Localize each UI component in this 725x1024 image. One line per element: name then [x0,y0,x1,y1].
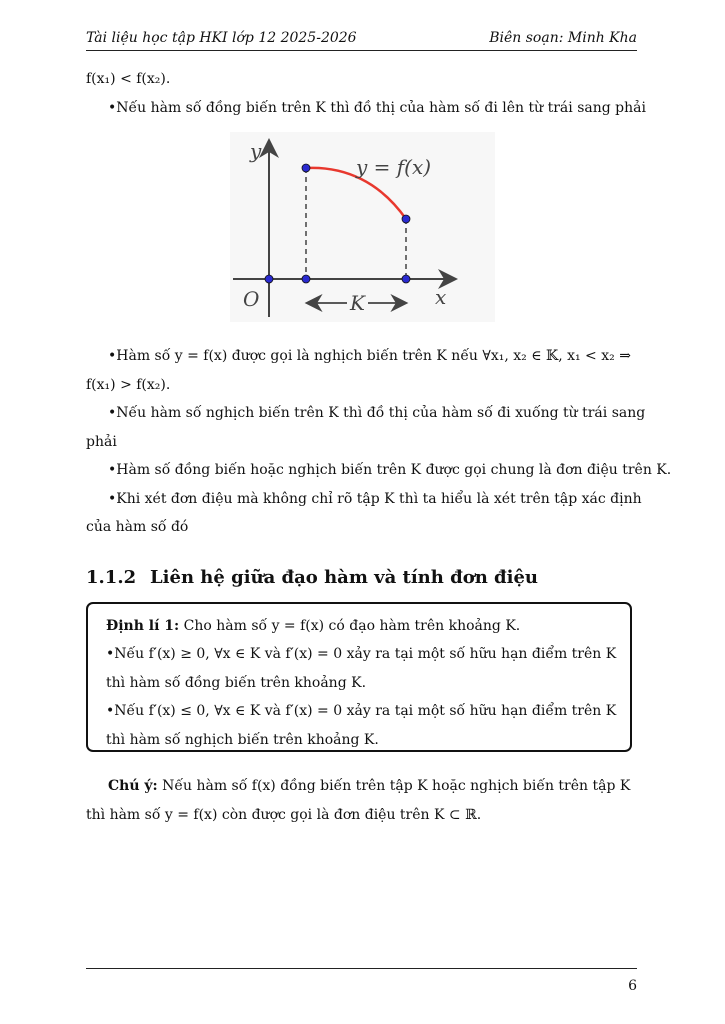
x-axis-label: x [435,285,447,309]
text-line-5: •Nếu hàm số nghịch biến trên K thì đồ thị của hàm số đi xuống từ trái sang [108,405,646,421]
section-number: 1.1.2 [86,567,137,588]
x1-point [302,275,310,283]
x2-point [402,275,410,283]
theorem-intro-line [106,616,612,636]
text-line-6: phải [86,434,117,450]
theorem-item-1-b: thì hàm số đồng biến trên khoảng K. [106,675,367,691]
header-left-title: Tài liệu học tập HKI lớp 12 2025-2026 [86,30,357,46]
footer-rule [86,968,637,969]
note-line-2: thì hàm số y = f(x) còn được gọi là đơn điệu trên K ⊂ ℝ. [86,807,482,823]
section-heading [86,567,538,588]
curve-end-point [402,215,410,223]
text-line-3: •Hàm số y = f(x) được gọi là nghịch biến trên K nếu ∀x₁, x₂ ∈ 𝕂, x₁ < x₂ ⇒ [108,348,631,364]
curve-label: y = f(x) [356,155,432,179]
curve-start-point [302,164,310,172]
note-text-a: Nếu hàm số f(x) đồng biến trên tập K hoặc nghịch biến trên tập K [162,778,631,794]
theorem-box [86,602,632,752]
text-line-9: của hàm số đó [86,519,189,535]
theorem-intro: Cho hàm số y = f(x) có đạo hàm trên khoảng K. [183,618,521,634]
section-title: Liên hệ giữa đạo hàm và tính đơn điệu [150,567,539,588]
monotonic-decreasing-graph [230,132,495,322]
interval-label: K [350,291,365,315]
graph-svg [230,132,495,322]
text-line-1: f(x₁) < f(x₂). [86,71,171,87]
note-line-1 [86,776,637,796]
text-line-7: •Hàm số đồng biến hoặc nghịch biến trên K được gọi chung là đơn điệu trên K. [108,462,672,478]
page-header [86,30,637,51]
origin-point [265,275,273,283]
y-axis-label: y [250,139,262,163]
origin-label: O [243,287,260,311]
header-author: Biên soạn: Minh Kha [489,30,637,46]
text-line-2: •Nếu hàm số đồng biến trên K thì đồ thị của hàm số đi lên từ trái sang phải [108,100,646,116]
text-line-8: •Khi xét đơn điệu mà không chỉ rõ tập K thì ta hiểu là xét trên tập xác định [108,491,642,507]
text-line-4: f(x₁) > f(x₂). [86,377,171,393]
page-number: 6 [628,978,637,994]
theorem-item-1-a: •Nếu f′(x) ≥ 0, ∀x ∈ K và f′(x) = 0 xảy ra tại một số hữu hạn điểm trên K [106,646,617,662]
theorem-item-2-b: thì hàm số nghịch biến trên khoảng K. [106,732,379,748]
note-label: Chú ý: [108,778,158,794]
theorem-label: Định lí 1: [106,618,180,634]
theorem-item-2-a: •Nếu f′(x) ≤ 0, ∀x ∈ K và f′(x) = 0 xảy ra tại một số hữu hạn điểm trên K [106,703,617,719]
